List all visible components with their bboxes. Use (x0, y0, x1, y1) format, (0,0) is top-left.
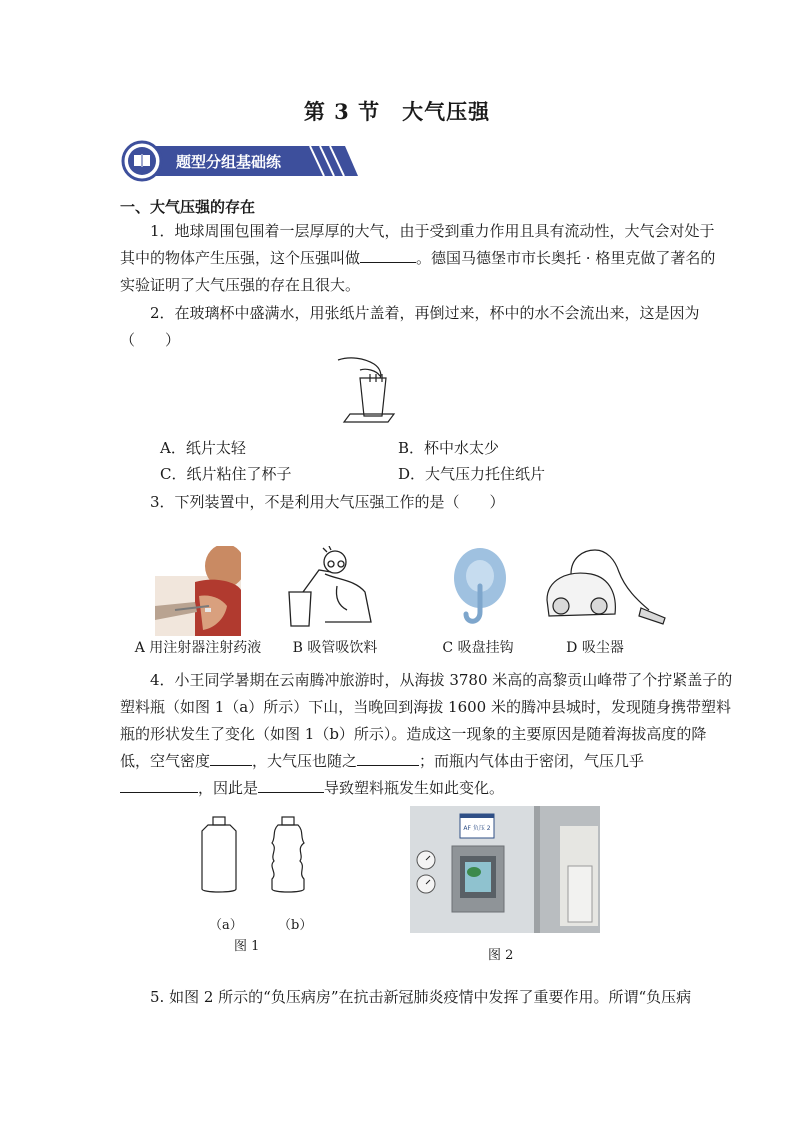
q3-line1: 3．下列装置中，不是利用大气压强工作的是（ ） (150, 493, 505, 511)
q2-line1: 2．在玻璃杯中盛满水，用张纸片盖着，再倒过来，杯中的水不会流出来，这是因为 (150, 304, 700, 322)
q3-caption-c[interactable]: C 吸盘挂钩 (442, 640, 514, 656)
answer-blank[interactable] (360, 248, 416, 263)
q4-line2: 塑料瓶（如图 1（a）所示）下山，当晚回到海拔 1600 米的腾冲县城时，发现随身携带塑料 (120, 698, 731, 716)
answer-blank[interactable] (210, 751, 252, 766)
q4-line5 (120, 775, 504, 802)
fig2-caption: 图 2 (488, 948, 514, 963)
q4-line1: 4．小王同学暑期在云南腾冲旅游时，从海拔 3780 米高的高黎贡山峰带了个拧紧盖子的 (150, 671, 733, 689)
syringe-injection-photo (155, 546, 241, 636)
q4-line3: 瓶的形状发生了变化（如图 1（b）所示）。造成这一现象的主要原因是随着海拔高度的降 (120, 725, 707, 743)
negative-pressure-room-photo (410, 806, 600, 933)
q1-line2-text-b: 。德国马德堡市市长奥托 · 格里克做了著名的 (416, 249, 716, 267)
q4-line4-text-a: 低，空气密度 (120, 752, 211, 770)
q2-option-b[interactable]: B．杯中水太少 (398, 439, 500, 457)
q3-caption-a[interactable]: A 用注射器注射药液 (134, 640, 262, 656)
page-title: 第 3 节 大气压强 (303, 99, 491, 124)
bottle-figure (196, 815, 314, 895)
fig1-label-b: （b） (278, 918, 313, 933)
q2-line2: （ ） (120, 331, 181, 349)
suction-hook-photo (450, 546, 510, 634)
book-icon (134, 154, 150, 167)
q2-option-c[interactable]: C．纸片粘住了杯子 (160, 465, 292, 483)
answer-blank[interactable] (120, 778, 198, 793)
q1-line1: 1．地球周围包围着一层厚厚的大气，由于受到重力作用且具有流动性，大气会对处于 (150, 222, 715, 240)
q4-line5-text-b: 导致塑料瓶发生如此变化。 (324, 779, 505, 797)
answer-blank[interactable] (357, 751, 419, 766)
vacuum-cleaner-drawing (541, 544, 669, 638)
answer-blank[interactable] (258, 778, 324, 793)
q2-option-a[interactable]: A．纸片太轻 (160, 439, 246, 457)
q4-line4-text-c: ；而瓶内气体由于密闭，气压几乎 (419, 752, 645, 770)
q3-caption-d[interactable]: D 吸尘器 (566, 640, 624, 656)
section-banner (120, 140, 360, 182)
q2-option-d[interactable]: D．大气压力托住纸片 (398, 465, 546, 483)
q1-line2-text-a: 其中的物体产生压强，这个压强叫做 (120, 249, 361, 267)
fig1-label-a: （a） (209, 918, 243, 933)
room-sign: AF 负压 2 (463, 825, 491, 832)
straw-drinking-drawing (283, 546, 377, 638)
inverted-glass-figure (330, 352, 410, 430)
q4-line4-text-b: ，大气压也随之 (252, 752, 358, 770)
q1-line3: 实验证明了大气压强的存在且很大。 (120, 276, 361, 294)
q4-line4 (120, 748, 644, 775)
q3-caption-b[interactable]: B 吸管吸饮料 (292, 640, 378, 656)
banner-label: 题型分组基础练 (176, 153, 282, 171)
q5-line1: 5. 如图 2 所示的“负压病房”在抗击新冠肺炎疫情中发挥了重要作用。所谓“负压病 (150, 988, 692, 1006)
section-heading: 一、大气压强的存在 (120, 198, 256, 216)
q4-line5-text-a: ，因此是 (198, 779, 259, 797)
fig1-caption: 图 1 (234, 939, 260, 954)
q1-line2 (120, 245, 715, 272)
